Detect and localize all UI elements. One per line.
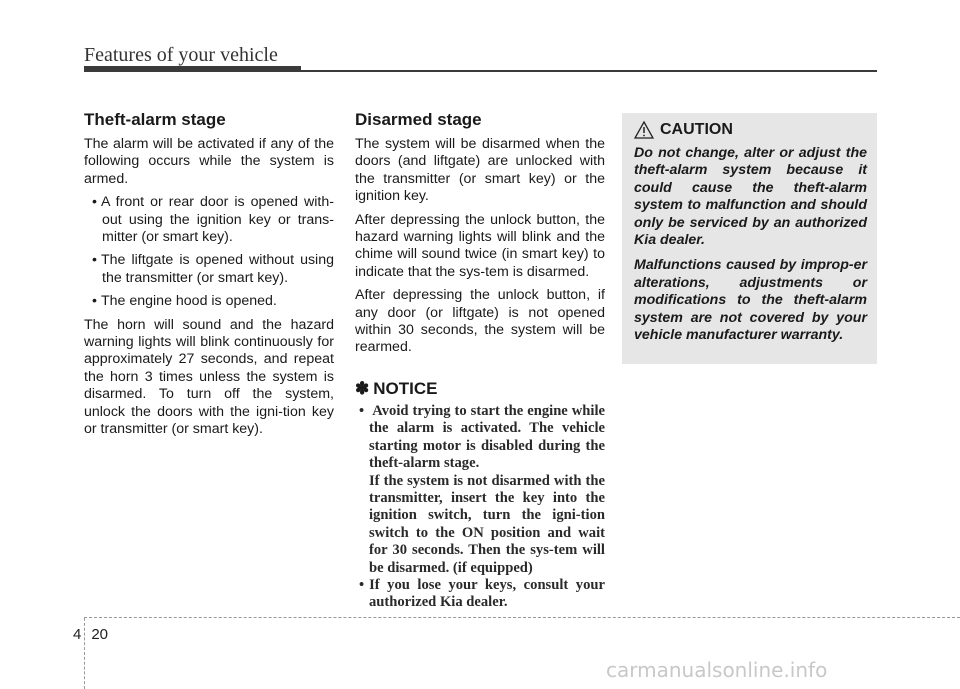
page-number (73, 626, 108, 643)
notice-asterisk-icon: ✽ (355, 378, 370, 398)
theft-alarm-body: The horn will sound and the hazard warning lights will blink continuously for approximately 27 seconds, and repeat the horn 3 times unless the system is disarmed. To turn off the system, unlock the doors with the igni-tion key or transmitter (or smart key). (84, 316, 334, 438)
list-item (355, 403, 605, 577)
notice-item-1a: Avoid trying to start the engine while the alarm is activated. The vehicle starting motor is disabled during the theft-alarm stage. (369, 402, 606, 472)
list-item: • The engine hood is opened. (84, 293, 334, 310)
caution-title: CAUTION (660, 121, 733, 138)
caution-p2: Malfunctions caused by improp-er alterations, adjustments or modifications to the theft-alarm system are not covered by your vehicle manufacturer warranty. (634, 257, 867, 344)
caution-p1: Do not change, alter or adjust the theft-alarm system because it could cause the theft-alarm system to malfunction and should only be serviced by an authorized Kia dealer. (634, 145, 867, 249)
caution-column (622, 113, 877, 364)
list-item: • A front or rear door is opened with-out using the ignition key or trans-mitter (or smart key). (84, 194, 334, 246)
page-header-title: Features of your vehicle (84, 44, 278, 66)
page-index: 20 (91, 626, 109, 643)
caution-box (622, 113, 877, 364)
column-theft-alarm (84, 110, 334, 445)
notice-list (355, 403, 605, 612)
disarmed-p3: After depressing the unlock button, if any door (or liftgate) is not opened within 30 seconds, the system will be rearmed. (355, 287, 605, 356)
disarmed-p1: The system will be disarmed when the doors (and liftgate) are unlocked with the transmitter (or smart key) or the ignition key. (355, 136, 605, 205)
notice-heading (355, 379, 605, 399)
column-disarmed (355, 110, 605, 612)
theft-alarm-heading: Theft-alarm stage (84, 110, 226, 129)
list-item: • If you lose your keys, consult your authorized Kia dealer. (355, 577, 605, 612)
header-bar (84, 66, 301, 72)
theft-alarm-conditions (84, 194, 334, 310)
disarmed-p2: After depressing the unlock button, the hazard warning lights will blink and the chime will sound twice (in smart key) to indicate that the sys-tem is disarmed. (355, 211, 605, 280)
warning-triangle-icon (634, 121, 654, 139)
watermark: carmanualsonline.info (606, 658, 828, 682)
theft-alarm-intro: The alarm will be activated if any of the following occurs while the system is armed. (84, 136, 334, 187)
disarmed-heading: Disarmed stage (355, 110, 482, 129)
caution-header (634, 121, 867, 139)
notice-title: NOTICE (373, 378, 438, 398)
footer-rule (84, 617, 960, 618)
list-item: • The liftgate is opened without using the transmitter (or smart key). (84, 252, 334, 287)
header-rule (301, 70, 877, 72)
notice-item-1b: If the system is not disarmed with the transmitter, insert the key into the ignition switch, turn the igni-tion switch to the ON position and wait for 30 seconds. Then the sys-tem will be disarmed. (if equipped) (369, 472, 605, 576)
section-number: 4 (73, 626, 82, 643)
